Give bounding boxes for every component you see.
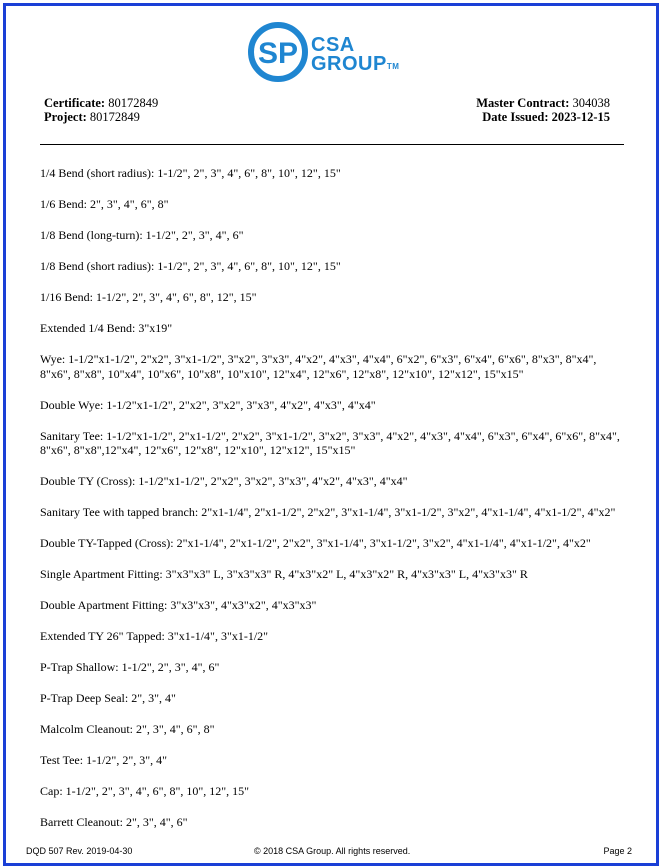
logo-name-line2: GROUP	[311, 53, 387, 75]
list-item: Sanitary Tee with tapped branch: 2"x1-1/4", 2"x1-1/2", 2"x2", 3"x1-1/4", 3"x1-1/2", 3"x2", 4"x1-1/4", 4"x1-1/2", 4"x2"	[40, 505, 616, 519]
list-item: 1/8 Bend (short radius): 1-1/2", 2", 3", 4", 6", 8", 10", 12", 15"	[40, 259, 341, 273]
logo-tm: TM	[386, 62, 400, 71]
list-item: P-Trap Shallow: 1-1/2", 2", 3", 4", 6"	[40, 660, 220, 674]
list-item: Test Tee: 1-1/2", 2", 3", 4"	[40, 753, 168, 767]
list-item: Double TY (Cross): 1-1/2"x1-1/2", 2"x2", 3"x2", 3"x3", 4"x2", 4"x3", 4"x4"	[40, 474, 408, 488]
page-number: Page 2	[603, 846, 632, 856]
list-item: Extended 1/4 Bend: 3"x19"	[40, 321, 173, 335]
header-divider	[40, 144, 624, 145]
list-item: Malcolm Cleanout: 2", 3", 4", 6", 8"	[40, 722, 215, 736]
list-item: 1/6 Bend: 2", 3", 4", 6", 8"	[40, 197, 169, 211]
logo-wordmark	[311, 36, 399, 74]
master-contract-value: 304038	[572, 96, 610, 110]
project-label: Project:	[44, 110, 87, 124]
list-item: Double Apartment Fitting: 3"x3"x3", 4"x3"x2", 4"x3"x3"	[40, 598, 317, 612]
certificate-label: Certificate:	[44, 96, 106, 110]
header-left	[44, 96, 158, 124]
list-item: Double TY-Tapped (Cross): 2"x1-1/4", 2"x1-1/2", 2"x2", 3"x1-1/4", 3"x1-1/2", 3"x2", 4"x1-1/4", 4"x1-1/2", 4"x2"	[40, 536, 591, 550]
header-right	[476, 96, 610, 124]
date-issued-value: 2023-12-15	[551, 110, 610, 124]
fittings-list	[40, 166, 625, 846]
certificate-value: 80172849	[108, 96, 159, 110]
list-item: Wye: 1-1/2"x1-1/2", 2"x2", 3"x1-1/2", 3"x2", 3"x3", 4"x2", 4"x3", 4"x4", 6"x2", 6"x3", 6"x4", 6"x6", 8"x3", 8"x4", 8"x6", 8"x8", 10"x4", 10"x6", 10"x8", 10"x10", 12"x4", 12"x6", 12"x8", 12"x10", 12"x12", 15"x15"	[40, 352, 597, 381]
list-item: 1/16 Bend: 1-1/2", 2", 3", 4", 6", 8", 12", 15"	[40, 290, 257, 304]
list-item: Sanitary Tee: 1-1/2"x1-1/2", 2"x1-1/2", 2"x2", 3"x1-1/2", 3"x2", 3"x3", 4"x2", 4"x3", 4"x4", 6"x3", 6"x4", 6"x6", 8"x4", 8"x6", 8"x8",12"x4", 12"x6", 12"x8", 12"x10", 12"x12", 15"x15"	[40, 428, 620, 457]
list-item: Single Apartment Fitting: 3"x3"x3" L, 3"x3"x3" R, 4"x3"x2" L, 4"x3"x2" R, 4"x3"x3" L, 4"x3"x3" R	[40, 567, 528, 581]
list-item: Barrett Cleanout: 2", 3", 4", 6"	[40, 815, 188, 829]
list-item: Cap: 1-1/2", 2", 3", 4", 6", 8", 10", 12", 15"	[40, 784, 250, 798]
list-item: Extended TY 26" Tapped: 3"x1-1/4", 3"x1-1/2"	[40, 629, 269, 643]
date-issued-label: Date Issued:	[482, 110, 549, 124]
copyright-notice: © 2018 CSA Group. All rights reserved.	[254, 846, 411, 856]
form-id: DQD 507 Rev. 2019-04-30	[26, 846, 133, 856]
logo-name-line1: CSA	[311, 34, 355, 56]
project-value: 80172849	[89, 110, 140, 124]
list-item: P-Trap Deep Seal: 2", 3", 4"	[40, 691, 176, 705]
list-item: 1/4 Bend (short radius): 1-1/2", 2", 3", 4", 6", 8", 10", 12", 15"	[40, 166, 341, 180]
csa-logo-mark-icon	[248, 22, 310, 82]
list-item: Double Wye: 1-1/2"x1-1/2", 2"x2", 3"x2", 3"x3", 4"x2", 4"x3", 4"x4"	[40, 397, 376, 412]
master-contract-label: Master Contract:	[476, 96, 570, 110]
list-item: 1/8 Bend (long-turn): 1-1/2", 2", 3", 4", 6"	[40, 228, 244, 242]
csa-group-logo	[248, 22, 408, 82]
page-footer	[26, 846, 632, 860]
logo-mark-text: SP	[257, 37, 299, 70]
